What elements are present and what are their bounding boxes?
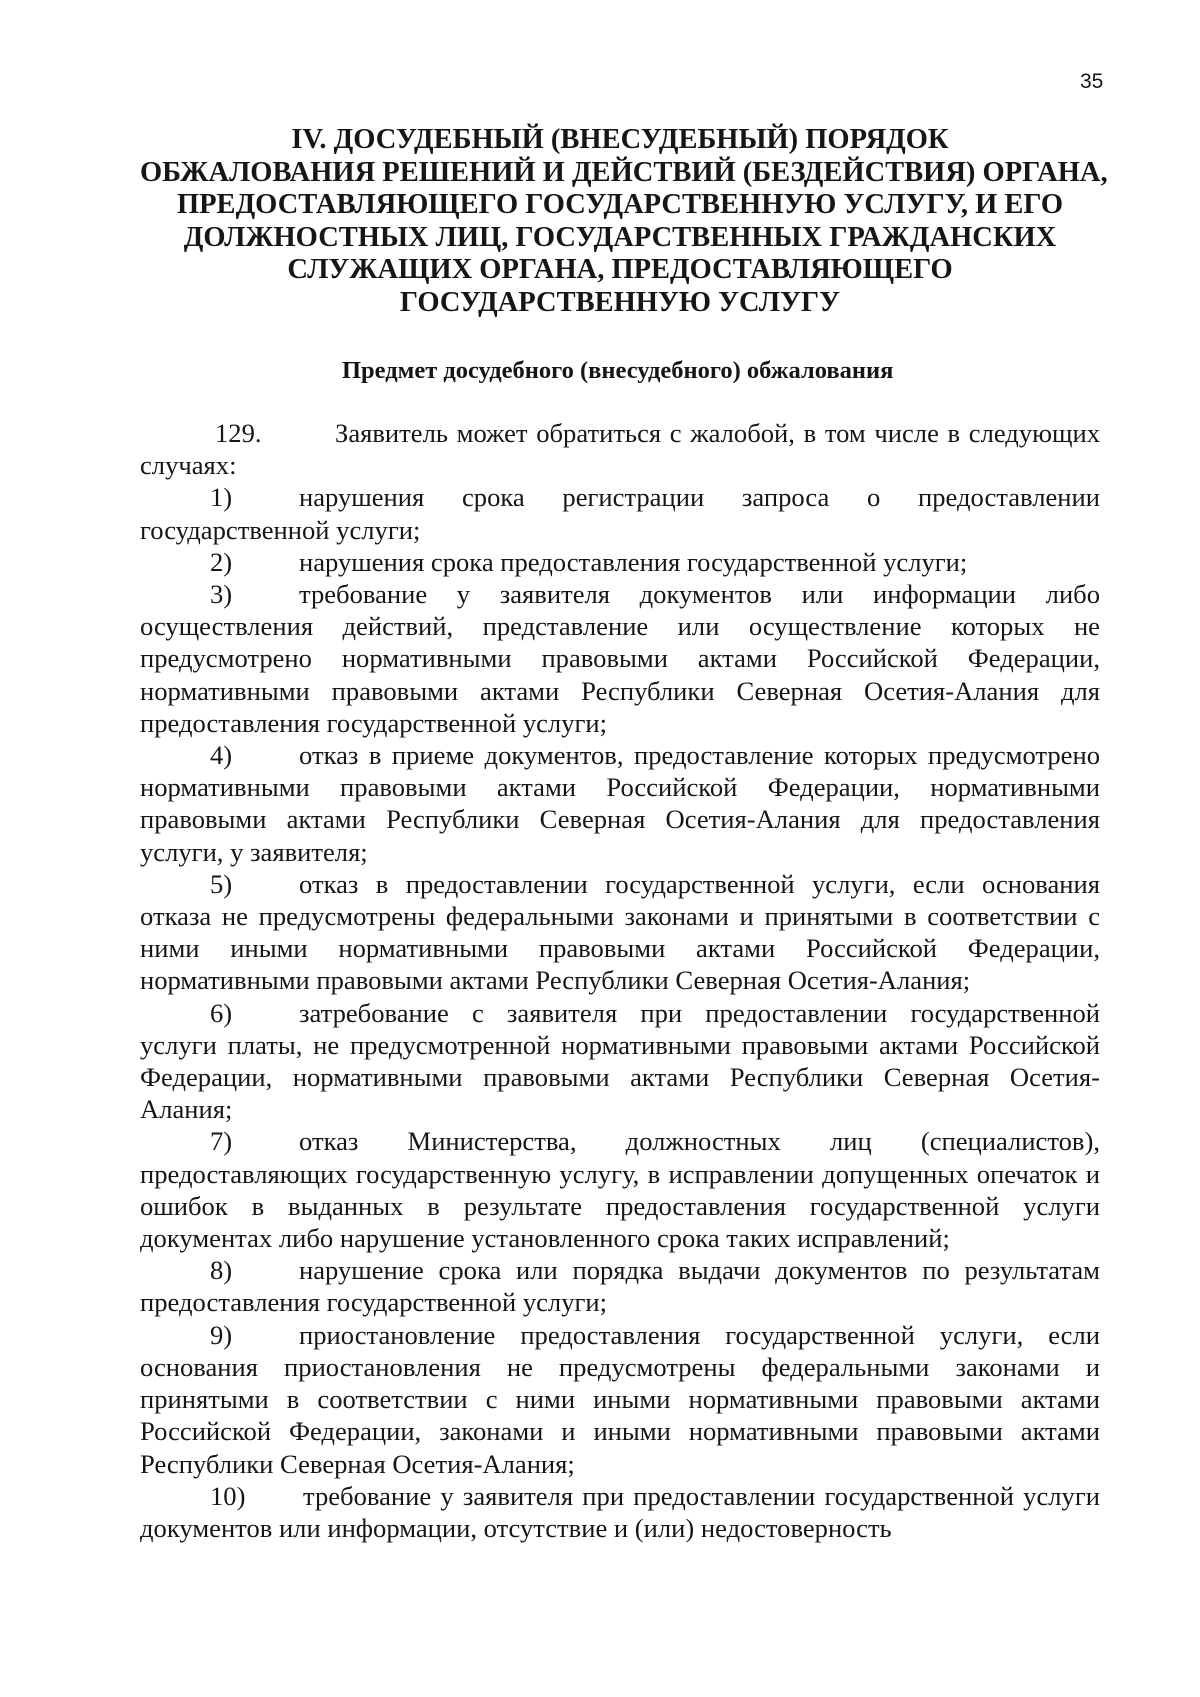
list-item-9 bbox=[140, 1319, 1100, 1480]
list-item-number: 10) bbox=[210, 1480, 246, 1511]
list-item-number: 4) bbox=[210, 740, 233, 771]
section-title bbox=[140, 124, 1108, 319]
section-title-line: СЛУЖАЩИХ ОРГАНА, ПРЕДОСТАВЛЯЮЩЕГО bbox=[287, 254, 953, 285]
list-item-number: 8) bbox=[210, 1255, 233, 1286]
list-item-text: отказ в предоставлении государственной услуги, если основания отказа не предусмотрены федеральными законами и принятыми в соответствии с ними иными нормативными правовыми актами Российской Федерации, нормативными правовыми актами Республики Северная Осетия-Алания; bbox=[140, 868, 1100, 996]
list-item-number: 3) bbox=[210, 579, 233, 610]
list-item-10 bbox=[140, 1480, 1100, 1544]
list-item-text: отказ в приеме документов, предоставление которых предусмотрено нормативными правовыми актами Российской Федерации, нормативными правовыми актами Республики Северная Осетия-Алания для предоставления услуги, у заявителя; bbox=[140, 740, 1100, 867]
list-item-number: 5) bbox=[210, 868, 233, 899]
list-item-text: требование у заявителя при предоставлении государственной услуги документов или информации, отсутствие и (или) недостоверность bbox=[140, 1480, 1100, 1543]
list-item-text: нарушение срока или порядка выдачи документов по результатам предоставления государственной услуги; bbox=[140, 1255, 1100, 1318]
list-item-text: приостановление предоставления государственной услуги, если основания приостановления не предусмотрены федеральными законами и принятыми в соответствии с ними иными нормативными правовыми актами Российской Федерации, законами и иными нормативными правовыми актами Республики Северная Осетия-Алания; bbox=[140, 1319, 1100, 1479]
subsection-title: Предмет досудебного (внесудебного) обжалования bbox=[342, 357, 894, 384]
list-item-1 bbox=[140, 481, 1100, 545]
list-item-number: 2) bbox=[210, 546, 233, 577]
list-item-7 bbox=[140, 1125, 1100, 1254]
list-item-6 bbox=[140, 997, 1100, 1126]
list-item-2 bbox=[140, 546, 1100, 578]
section-title-line: ОБЖАЛОВАНИЯ РЕШЕНИЙ И ДЕЙСТВИЙ (БЕЗДЕЙСТВИЯ) ОРГАНА, bbox=[140, 156, 1108, 188]
list-item-text: нарушения срока предоставления государственной услуги; bbox=[299, 546, 968, 577]
section-title-line: ПРЕДОСТАВЛЯЮЩЕГО ГОСУДАРСТВЕННУЮ УСЛУГУ, И ЕГО bbox=[176, 189, 1063, 220]
document-body bbox=[140, 417, 1100, 1544]
list-item-number: 1) bbox=[210, 482, 233, 513]
list-item-text: затребование с заявителя при предоставлении государственной услуги платы, не предусмотренной нормативными правовыми актами Российской Федерации, нормативными правовыми актами Республики Северная Осетия-Алания; bbox=[140, 997, 1100, 1125]
list-item-text: отказ Министерства, должностных лиц (специалистов), предоставляющих государственную услугу, в исправлении допущенных опечаток и ошибок в выданных в результате предоставления государственной услуги документах либо нарушение установленного срока таких исправлений; bbox=[140, 1126, 1100, 1254]
list-item-text: требование у заявителя документов или информации либо осуществления действий, представление или осуществление которых не предусмотрено нормативными правовыми актами Российской Федерации, нормативными правовыми актами Республики Северная Осетия-Алания для предоставления государственной услуги; bbox=[140, 579, 1100, 738]
list-item-5 bbox=[140, 868, 1100, 997]
section-title-line: ГОСУДАРСТВЕННУЮ УСЛУГУ bbox=[399, 286, 841, 318]
list-item-8 bbox=[140, 1254, 1100, 1318]
list-item-3 bbox=[140, 578, 1100, 739]
list-item-number: 9) bbox=[210, 1319, 233, 1350]
paragraph-129 bbox=[140, 417, 1100, 481]
section-title-line: ДОЛЖНОСТНЫХ ЛИЦ, ГОСУДАРСТВЕННЫХ ГРАЖДАНСКИХ bbox=[183, 221, 1057, 253]
paragraph-number: 129. bbox=[215, 418, 262, 448]
page-number: 35 bbox=[1080, 70, 1104, 93]
section-title-line: IV. ДОСУДЕБНЫЙ (ВНЕСУДЕБНЫЙ) ПОРЯДОК bbox=[291, 124, 949, 155]
list-item-4 bbox=[140, 739, 1100, 868]
list-item-text: нарушения срока регистрации запроса о предоставлении государственной услуги; bbox=[140, 482, 1100, 545]
list-item-number: 6) bbox=[210, 997, 233, 1028]
list-item-number: 7) bbox=[210, 1126, 233, 1157]
paragraph-text: Заявитель может обратиться с жалобой, в том числе в следующих случаях: bbox=[140, 418, 1100, 481]
